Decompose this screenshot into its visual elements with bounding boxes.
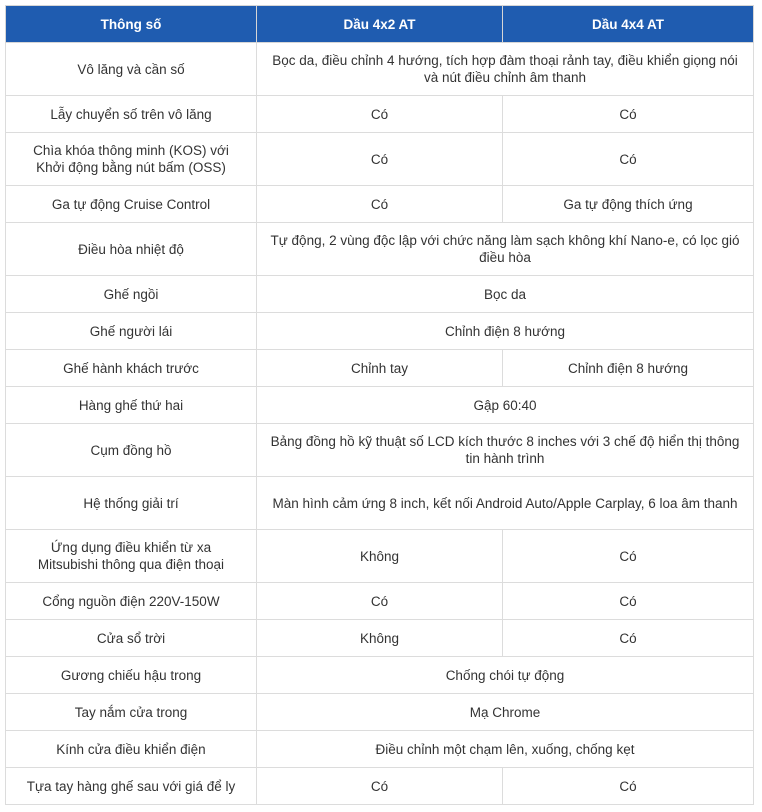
row-label: Gương chiếu hậu trong	[6, 657, 257, 694]
table-row	[6, 96, 754, 133]
row-label: Kính cửa điều khiển điện	[6, 731, 257, 768]
table-row	[6, 387, 754, 424]
row-label: Ghế hành khách trước	[6, 350, 257, 387]
table-row	[6, 133, 754, 186]
spec-table	[5, 5, 754, 805]
table-row	[6, 223, 754, 276]
row-label: Cổng nguồn điện 220V-150W	[6, 583, 257, 620]
row-value-4x4: Có	[503, 96, 754, 133]
row-value-merged: Điều chỉnh một chạm lên, xuống, chống kẹt	[257, 731, 754, 768]
row-label: Vô lăng và cần số	[6, 43, 257, 96]
row-value-merged: Mạ Chrome	[257, 694, 754, 731]
table-row	[6, 768, 754, 805]
row-value-merged: Màn hình cảm ứng 8 inch, kết nối Android Auto/Apple Carplay, 6 loa âm thanh	[257, 477, 754, 530]
table-row	[6, 657, 754, 694]
row-label: Cửa sổ trời	[6, 620, 257, 657]
row-value-4x2: Có	[257, 768, 503, 805]
row-label: Chìa khóa thông minh (KOS) với Khởi động bằng nút bấm (OSS)	[6, 133, 257, 186]
row-label: Tựa tay hàng ghế sau với giá để ly	[6, 768, 257, 805]
row-value-merged: Chỉnh điện 8 hướng	[257, 313, 754, 350]
header-4x4: Dầu 4x4 AT	[503, 6, 754, 43]
row-value-merged: Bọc da	[257, 276, 754, 313]
row-label: Ghế ngồi	[6, 276, 257, 313]
row-value-4x4: Có	[503, 583, 754, 620]
row-value-4x4: Chỉnh điện 8 hướng	[503, 350, 754, 387]
table-row	[6, 186, 754, 223]
header-4x2: Dầu 4x2 AT	[257, 6, 503, 43]
table-row	[6, 620, 754, 657]
row-value-4x2: Có	[257, 96, 503, 133]
row-label: Hàng ghế thứ hai	[6, 387, 257, 424]
row-label: Tay nắm cửa trong	[6, 694, 257, 731]
row-value-4x4: Có	[503, 133, 754, 186]
header-spec: Thông số	[6, 6, 257, 43]
row-value-4x4: Có	[503, 620, 754, 657]
row-value-merged: Tự động, 2 vùng độc lập với chức năng làm sạch không khí Nano-e, có lọc gió điều hòa	[257, 223, 754, 276]
row-value-4x2: Có	[257, 133, 503, 186]
table-row	[6, 583, 754, 620]
row-value-4x4: Có	[503, 530, 754, 583]
table-row	[6, 477, 754, 530]
table-row	[6, 313, 754, 350]
row-label: Lẫy chuyển số trên vô lăng	[6, 96, 257, 133]
table-row	[6, 276, 754, 313]
row-value-merged: Chống chói tự động	[257, 657, 754, 694]
row-label: Điều hòa nhiệt độ	[6, 223, 257, 276]
table-row	[6, 530, 754, 583]
table-header-row	[6, 6, 754, 43]
row-value-4x2: Có	[257, 583, 503, 620]
row-label: Ứng dụng điều khiển từ xa Mitsubishi thông qua điện thoại	[6, 530, 257, 583]
table-row	[6, 43, 754, 96]
row-value-4x2: Có	[257, 186, 503, 223]
table-row	[6, 424, 754, 477]
table-row	[6, 350, 754, 387]
table-row	[6, 694, 754, 731]
row-label: Cụm đồng hồ	[6, 424, 257, 477]
row-value-4x4: Có	[503, 768, 754, 805]
row-value-4x2: Không	[257, 530, 503, 583]
table-row	[6, 731, 754, 768]
spec-table-container	[5, 5, 753, 805]
row-value-merged: Bọc da, điều chỉnh 4 hướng, tích hợp đàm thoại rảnh tay, điều khiển giọng nói và nút điều chỉnh âm thanh	[257, 43, 754, 96]
row-label: Ghế người lái	[6, 313, 257, 350]
row-value-4x2: Không	[257, 620, 503, 657]
row-label: Ga tự động Cruise Control	[6, 186, 257, 223]
row-value-4x4: Ga tự động thích ứng	[503, 186, 754, 223]
row-value-merged: Gập 60:40	[257, 387, 754, 424]
row-label: Hệ thống giải trí	[6, 477, 257, 530]
row-value-merged: Bảng đồng hồ kỹ thuật số LCD kích thước 8 inches với 3 chế độ hiển thị thông tin hành trình	[257, 424, 754, 477]
row-value-4x2: Chỉnh tay	[257, 350, 503, 387]
